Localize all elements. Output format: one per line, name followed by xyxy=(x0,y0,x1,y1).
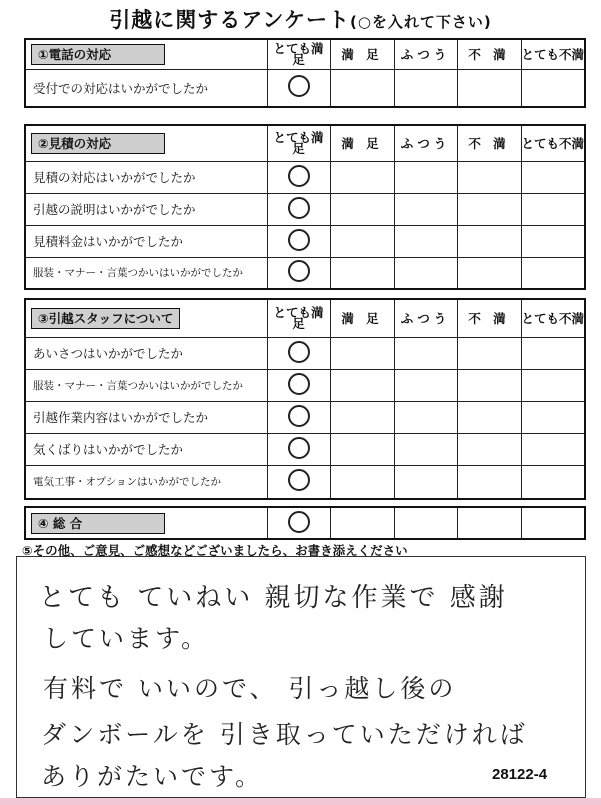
section-staff-table xyxy=(24,298,586,500)
circle-mark-icon xyxy=(288,165,310,187)
answer-dissatisfied[interactable] xyxy=(457,507,521,539)
section-header-cell xyxy=(25,507,267,539)
comment-line: とても ていねい 親切な作業で 感謝 xyxy=(39,583,508,613)
answer-satisfied[interactable] xyxy=(330,193,394,225)
answer-very-satisfied[interactable] xyxy=(267,433,330,465)
answer-very-satisfied[interactable] xyxy=(267,225,330,257)
section-overall-table xyxy=(24,506,586,540)
page-bottom-strip xyxy=(0,798,601,805)
question-label: 受付での対応はいかがでしたか xyxy=(25,69,267,107)
answer-very-satisfied[interactable] xyxy=(267,337,330,369)
answer-dissatisfied[interactable] xyxy=(457,69,521,107)
col-dissatisfied: 不 満 xyxy=(457,39,521,69)
col-dissatisfied: 不 満 xyxy=(457,125,521,161)
section-phone-table xyxy=(24,38,586,108)
section-header: ④ 総 合 xyxy=(31,513,165,534)
col-neutral: ふつう xyxy=(394,125,457,161)
answer-neutral[interactable] xyxy=(394,193,457,225)
title-main: 引越に関するアンケート xyxy=(109,8,350,32)
answer-satisfied[interactable] xyxy=(330,465,394,499)
circle-mark-icon xyxy=(288,229,310,251)
question-label: 気くばりはいかがでしたか xyxy=(25,433,267,465)
answer-very-dissatisfied[interactable] xyxy=(521,257,585,289)
col-very-satisfied: とても満足 xyxy=(267,125,330,161)
circle-mark-icon xyxy=(288,197,310,219)
section-header: ③引越スタッフについて xyxy=(31,308,180,329)
answer-dissatisfied[interactable] xyxy=(457,369,521,401)
document-number: 28122-4 xyxy=(492,766,548,783)
answer-neutral[interactable] xyxy=(394,401,457,433)
answer-satisfied[interactable] xyxy=(330,433,394,465)
col-neutral: ふつう xyxy=(394,299,457,337)
col-very-satisfied: とても満足 xyxy=(267,39,330,69)
answer-satisfied[interactable] xyxy=(330,161,394,193)
answer-very-dissatisfied[interactable] xyxy=(521,225,585,257)
answer-satisfied[interactable] xyxy=(330,369,394,401)
answer-neutral[interactable] xyxy=(394,257,457,289)
section-header-cell xyxy=(25,39,267,69)
answer-dissatisfied[interactable] xyxy=(457,337,521,369)
question-label: 電気工事・オプションはいかがでしたか xyxy=(25,465,267,499)
comments-box[interactable] xyxy=(16,556,586,798)
answer-dissatisfied[interactable] xyxy=(457,465,521,499)
answer-very-dissatisfied[interactable] xyxy=(521,507,585,539)
col-very-dissatisfied: とても不満 xyxy=(521,125,585,161)
col-very-satisfied: とても満足 xyxy=(267,299,330,337)
answer-neutral[interactable] xyxy=(394,225,457,257)
col-neutral: ふつう xyxy=(394,39,457,69)
page-title xyxy=(0,4,601,34)
answer-satisfied[interactable] xyxy=(330,507,394,539)
question-label: 見積料金はいかがでしたか xyxy=(25,225,267,257)
answer-neutral[interactable] xyxy=(394,337,457,369)
answer-very-satisfied[interactable] xyxy=(267,369,330,401)
circle-mark-icon xyxy=(288,373,310,395)
answer-very-dissatisfied[interactable] xyxy=(521,337,585,369)
comment-line: しています。 xyxy=(43,624,210,653)
answer-very-dissatisfied[interactable] xyxy=(521,69,585,107)
question-label: 引越作業内容はいかがでしたか xyxy=(25,401,267,433)
col-satisfied: 満 足 xyxy=(330,299,394,337)
circle-mark-icon xyxy=(288,341,310,363)
answer-satisfied[interactable] xyxy=(330,337,394,369)
circle-mark-icon xyxy=(288,511,310,533)
answer-very-satisfied[interactable] xyxy=(267,401,330,433)
answer-very-satisfied[interactable] xyxy=(267,193,330,225)
answer-dissatisfied[interactable] xyxy=(457,401,521,433)
question-label: 見積の対応はいかがでしたか xyxy=(25,161,267,193)
comments-label: ⑤その他、ご意見、ご感想などございましたら、お書き添えください xyxy=(22,543,408,558)
circle-mark-icon xyxy=(288,75,310,97)
answer-very-dissatisfied[interactable] xyxy=(521,433,585,465)
answer-satisfied[interactable] xyxy=(330,69,394,107)
answer-dissatisfied[interactable] xyxy=(457,225,521,257)
section-header-cell xyxy=(25,125,267,161)
answer-very-satisfied[interactable] xyxy=(267,69,330,107)
answer-very-dissatisfied[interactable] xyxy=(521,401,585,433)
section-header: ②見積の対応 xyxy=(31,133,165,154)
col-dissatisfied: 不 満 xyxy=(457,299,521,337)
comment-line: ダンボールを 引き取っていただければ xyxy=(41,720,528,749)
answer-neutral[interactable] xyxy=(394,161,457,193)
answer-dissatisfied[interactable] xyxy=(457,161,521,193)
col-very-dissatisfied: とても不満 xyxy=(521,39,585,69)
answer-very-dissatisfied[interactable] xyxy=(521,465,585,499)
answer-satisfied[interactable] xyxy=(330,401,394,433)
circle-mark-icon xyxy=(288,469,310,491)
answer-very-satisfied[interactable] xyxy=(267,465,330,499)
section-estimate-table xyxy=(24,124,586,290)
circle-mark-icon xyxy=(288,437,310,459)
title-instruction: (○を入れて下さい) xyxy=(349,13,492,31)
answer-very-satisfied[interactable] xyxy=(267,257,330,289)
circle-mark-icon xyxy=(288,405,310,427)
answer-neutral[interactable] xyxy=(394,465,457,499)
answer-satisfied[interactable] xyxy=(330,225,394,257)
col-satisfied: 満 足 xyxy=(330,39,394,69)
question-label: あいさつはいかがでしたか xyxy=(25,337,267,369)
answer-very-satisfied[interactable] xyxy=(267,161,330,193)
answer-very-dissatisfied[interactable] xyxy=(521,369,585,401)
answer-very-dissatisfied[interactable] xyxy=(521,193,585,225)
question-label: 服装・マナー・言葉つかいはいかがでしたか xyxy=(25,257,267,289)
comment-line: 有料で いいので、 引っ越し後の xyxy=(43,674,457,703)
answer-neutral[interactable] xyxy=(394,369,457,401)
question-label: 服装・マナー・言葉つかいはいかがでしたか xyxy=(25,369,267,401)
circle-mark-icon xyxy=(288,260,310,282)
answer-neutral[interactable] xyxy=(394,507,457,539)
answer-neutral[interactable] xyxy=(394,433,457,465)
answer-satisfied[interactable] xyxy=(330,257,394,289)
answer-very-dissatisfied[interactable] xyxy=(521,161,585,193)
question-label: 引越の説明はいかがでしたか xyxy=(25,193,267,225)
answer-dissatisfied[interactable] xyxy=(457,193,521,225)
comment-line: ありがたいです。 xyxy=(41,762,264,791)
section-header: ①電話の対応 xyxy=(31,44,165,65)
col-very-dissatisfied: とても不満 xyxy=(521,299,585,337)
answer-dissatisfied[interactable] xyxy=(457,257,521,289)
answer-dissatisfied[interactable] xyxy=(457,433,521,465)
section-header-cell xyxy=(25,299,267,337)
col-satisfied: 満 足 xyxy=(330,125,394,161)
answer-very-satisfied[interactable] xyxy=(267,507,330,539)
answer-neutral[interactable] xyxy=(394,69,457,107)
